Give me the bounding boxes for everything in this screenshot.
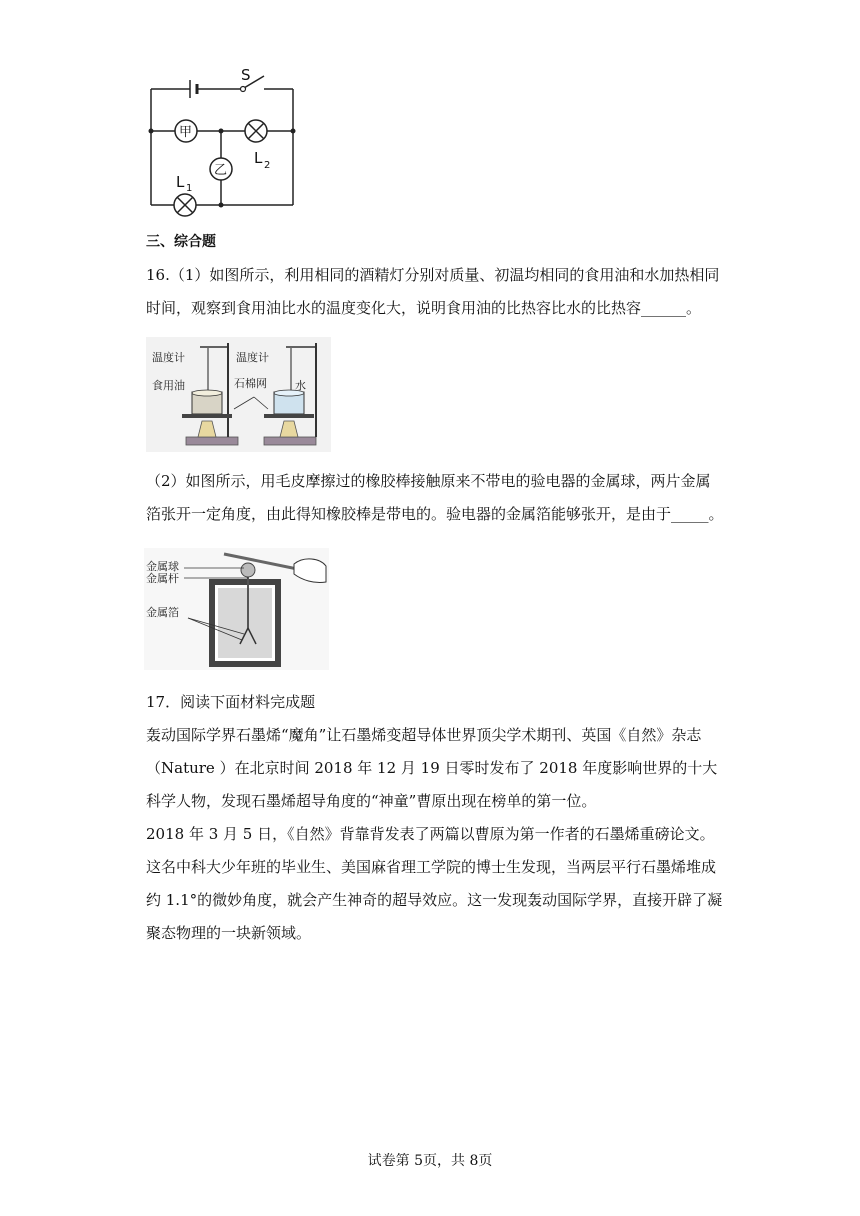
q17-p1-line2: （Nature ）在北京时间 2018 年 12 月 19 日零时发布了 2018 年度影响世界的十大 bbox=[146, 759, 718, 777]
section-heading: 三、综合题 bbox=[146, 234, 216, 250]
rod-label: 金属杆 bbox=[146, 572, 179, 585]
page-footer: 试卷第 5页，共 8页 bbox=[367, 1153, 493, 1169]
lamp-l2-label: L bbox=[254, 149, 263, 167]
q17-p1-line3: 科学人物，发现石墨烯超导角度的“神童”曹原出现在榜单的第一位。 bbox=[146, 792, 597, 810]
heating-experiment-figure bbox=[146, 337, 331, 452]
meter-a-label: 甲 bbox=[179, 125, 193, 140]
lamp-l1-subscript: 1 bbox=[186, 183, 193, 194]
meter-b-label: 乙 bbox=[214, 163, 228, 178]
lamp-l1-icon bbox=[174, 194, 196, 216]
q16-part2-line2: 箔张开一定角度，由此得知橡胶棒是带电的。验电器的金属箔能够张开，是由于_____。 bbox=[146, 505, 724, 523]
q17-p2-line4: 聚态物理的一块新领域。 bbox=[146, 924, 312, 942]
circuit-diagram bbox=[140, 62, 305, 222]
q17-p2-line3: 约 1.1°的微妙角度，就会产生神奇的超导效应。这一发现轰动国际学界，直接开辟了凝 bbox=[146, 891, 723, 909]
gauze-label: 石棉网 bbox=[234, 377, 267, 390]
q16-part1-line1: 16.（1）如图所示，利用相同的酒精灯分别对质量、初温均相同的食用油和水加热相同 bbox=[146, 266, 720, 284]
metal-ball-icon bbox=[241, 563, 255, 577]
q17-p1-line1: 轰动国际学界石墨烯“魔角”让石墨烯变超导体世界顶尖学术期刊、英国《自然》杂志 bbox=[146, 726, 702, 744]
thermometer-right-label: 温度计 bbox=[236, 351, 269, 364]
switch-contact bbox=[241, 87, 246, 92]
thermometer-left-label: 温度计 bbox=[152, 351, 185, 364]
switch-label: S bbox=[241, 66, 251, 84]
q17-title: 17．阅读下面材料完成题 bbox=[146, 693, 316, 711]
electroscope-figure bbox=[144, 548, 329, 670]
lamp-l2-icon bbox=[245, 120, 267, 142]
lamp-l1-label: L bbox=[176, 173, 185, 191]
q16-part2-line1: （2）如图所示，用毛皮摩擦过的橡胶棒接触原来不带电的验电器的金属球，两片金属 bbox=[146, 472, 711, 490]
foil-label: 金属箔 bbox=[146, 606, 179, 619]
oil-label: 食用油 bbox=[152, 379, 185, 392]
q17-p2-line1: 2018 年 3 月 5 日，《自然》背靠背发表了两篇以曹原为第一作者的石墨烯重磅论文。 bbox=[146, 825, 715, 843]
lamp-l2-subscript: 2 bbox=[264, 160, 271, 171]
water-label: 水 bbox=[295, 379, 306, 392]
q16-part1-line2: 时间，观察到食用油比水的温度变化大，说明食用油的比热容比水的比热容______。 bbox=[146, 299, 702, 317]
q17-p2-line2: 这名中科大少年班的毕业生、美国麻省理工学院的博士生发现，当两层平行石墨烯堆成 bbox=[146, 858, 717, 876]
ball-label: 金属球 bbox=[146, 560, 179, 573]
